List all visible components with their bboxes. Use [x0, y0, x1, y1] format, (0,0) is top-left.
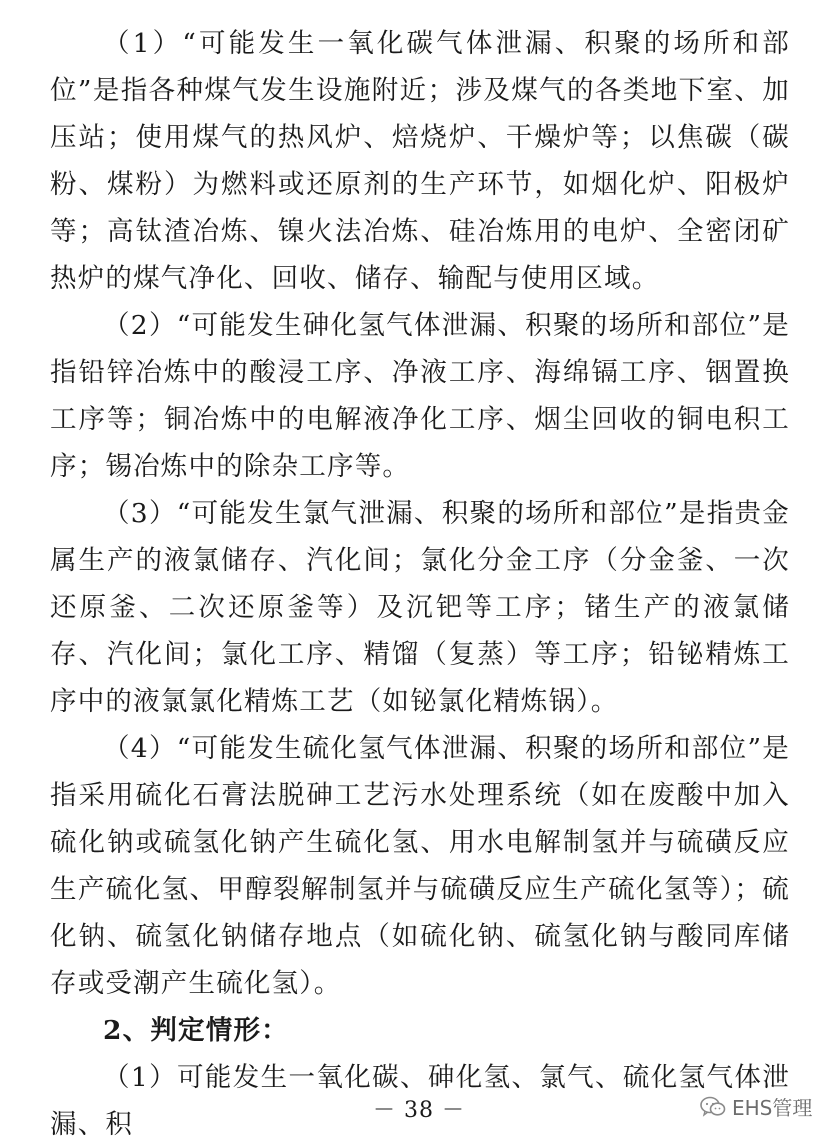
section-heading: 2、判定情形：: [103, 1015, 289, 1046]
paragraph-hydrogen-sulfide: （4）“可能发生硫化氢气体泄漏、积聚的场所和部位”是指采用硫化石膏法脱砷工艺污水处理系统（如在废酸中加入硫化钠或硫氢化钠产生硫化氢、用水电解制氢并与硫磺反应生产硫化氢、甲醇裂解制氢并与硫磺反应生产硫化氢等）；硫化钠、硫氢化钠储存地点（如硫化钠、硫氢化钠与酸同库储存或受潮产生硫化氢）。: [50, 733, 790, 999]
watermark: [700, 1092, 812, 1121]
document-page: [50, 20, 790, 1148]
paragraph-determination: （1）可能发生一氧化碳、砷化氢、氯气、硫化氢气体泄漏、积: [50, 1062, 790, 1140]
paragraph-arsine: （2）“可能发生砷化氢气体泄漏、积聚的场所和部位”是指铅锌冶炼中的酸浸工序、净液工序、海绵镉工序、铟置换工序等；铜冶炼中的电解液净化工序、烟尘回收的铜电积工序；锡冶炼中的除杂工序等。: [50, 310, 790, 482]
wechat-icon: [700, 1096, 726, 1118]
page-number: － 38 －: [373, 1098, 465, 1123]
paragraph-carbon-monoxide: （1）“可能发生一氧化碳气体泄漏、积聚的场所和部位”是指各种煤气发生设施附近；涉及煤气的各类地下室、加压站；使用煤气的热风炉、焙烧炉、干燥炉等；以焦碳（碳粉、煤粉）为燃料或还原剂的生产环节，如烟化炉、阳极炉等；高钛渣冶炼、镍火法冶炼、硅冶炼用的电炉、全密闭矿热炉的煤气净化、回收、储存、输配与使用区域。: [50, 28, 790, 294]
watermark-label: EHS管理: [732, 1096, 813, 1120]
paragraph-chlorine: （3）“可能发生氯气泄漏、积聚的场所和部位”是指贵金属生产的液氯储存、汽化间；氯化分金工序（分金釜、一次还原釜、二次还原釜等）及沉钯等工序；锗生产的液氯储存、汽化间；氯化工序、精馏（复蒸）等工序；铅铋精炼工序中的液氯氯化精炼工艺（如铋氯化精炼锅）。: [50, 498, 790, 717]
